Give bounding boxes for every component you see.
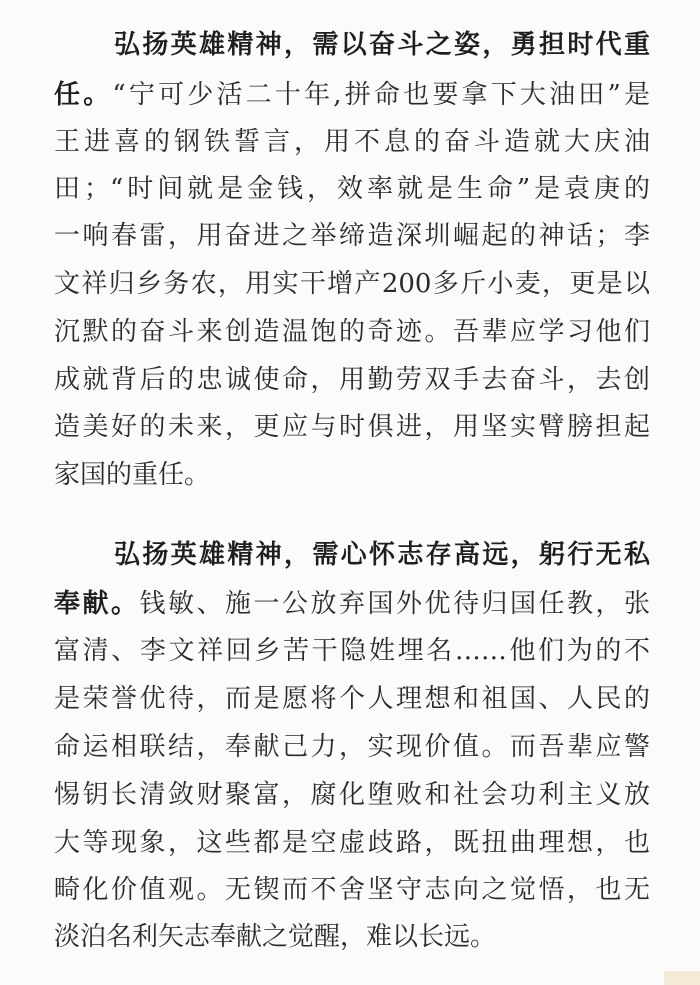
- paragraph-1-line-4: [54, 173, 650, 205]
- paragraph-2-line-6: [54, 779, 650, 811]
- paragraph-2-line-7: [54, 827, 650, 859]
- paragraph-2-line-5: [54, 731, 650, 763]
- body-text: 一响春雷，用奋进之举缔造深圳崛起的神话；李: [54, 221, 650, 251]
- lead-text: 奉献。: [54, 589, 140, 619]
- body-text: 钱敏、施一公放弃国外优待归国任教，张: [139, 589, 650, 619]
- body-text: 田；“时间就是金钱，效率就是生命”是袁庚的: [54, 174, 650, 204]
- body-text: 造美好的未来，更应与时俱进，用坚实臂膀担起: [54, 412, 650, 442]
- paragraph-1-line-3: [54, 126, 650, 158]
- body-text: 家国的重任。: [54, 460, 211, 490]
- paragraph-1-line-1: [114, 29, 650, 61]
- body-text: 成就背后的忠诚使命，用勤劳双手去奋斗，去创: [54, 365, 650, 395]
- page-corner-shade: [664, 971, 700, 985]
- body-text: 大等现象，这些都是空虚歧路，既扭曲理想，也: [54, 828, 650, 858]
- paragraph-1-line-9: [54, 411, 650, 443]
- lead-text: 任。: [54, 80, 113, 110]
- body-text: 文祥归乡务农，用实干增产200多斤小麦，更是以: [54, 269, 650, 299]
- paragraph-1-line-5: [54, 220, 650, 252]
- paragraph-1-line-10: [54, 459, 650, 491]
- body-text: 王进喜的钢铁誓言，用不息的奋斗造就大庆油: [54, 127, 650, 157]
- lead-text: 弘扬英雄精神，需以奋斗之姿，勇担时代重: [114, 30, 650, 60]
- body-text: 命运相联结，奉献己力，实现价值。而吾辈应警: [54, 732, 650, 762]
- paragraph-2-line-3: [54, 635, 650, 667]
- paragraph-2-line-2: [54, 588, 650, 620]
- paragraph-1-line-2: [54, 79, 650, 111]
- body-text: 淡泊名利矢志奉献之觉醒，难以长远。: [54, 922, 497, 952]
- lead-text: 弘扬英雄精神，需心怀志存高远，躬行无私: [114, 540, 650, 570]
- body-text: 是荣誉优待，而是愿将个人理想和祖国、人民的: [54, 684, 650, 714]
- paragraph-1-line-8: [54, 364, 650, 396]
- paragraph-1-line-6: [54, 268, 650, 300]
- paragraph-1-line-7: [54, 316, 650, 348]
- body-text: “宁可少活二十年,拼命也要拿下大油田”是: [112, 80, 650, 110]
- body-text: 惕钥长清敛财聚富，腐化堕败和社会功利主义放: [54, 780, 650, 810]
- body-text: 畸化价值观。无锲而不舍坚守志向之觉悟，也无: [54, 875, 650, 905]
- paragraph-2-line-9: [54, 921, 650, 953]
- body-text: 沉默的奋斗来创造温饱的奇迹。吾辈应学习他们: [54, 317, 650, 347]
- paragraph-2-line-1: [114, 539, 650, 571]
- body-text: 富清、李文祥回乡苦干隐姓埋名……他们为的不: [54, 636, 650, 666]
- paragraph-2-line-4: [54, 683, 650, 715]
- paragraph-2-line-8: [54, 874, 650, 906]
